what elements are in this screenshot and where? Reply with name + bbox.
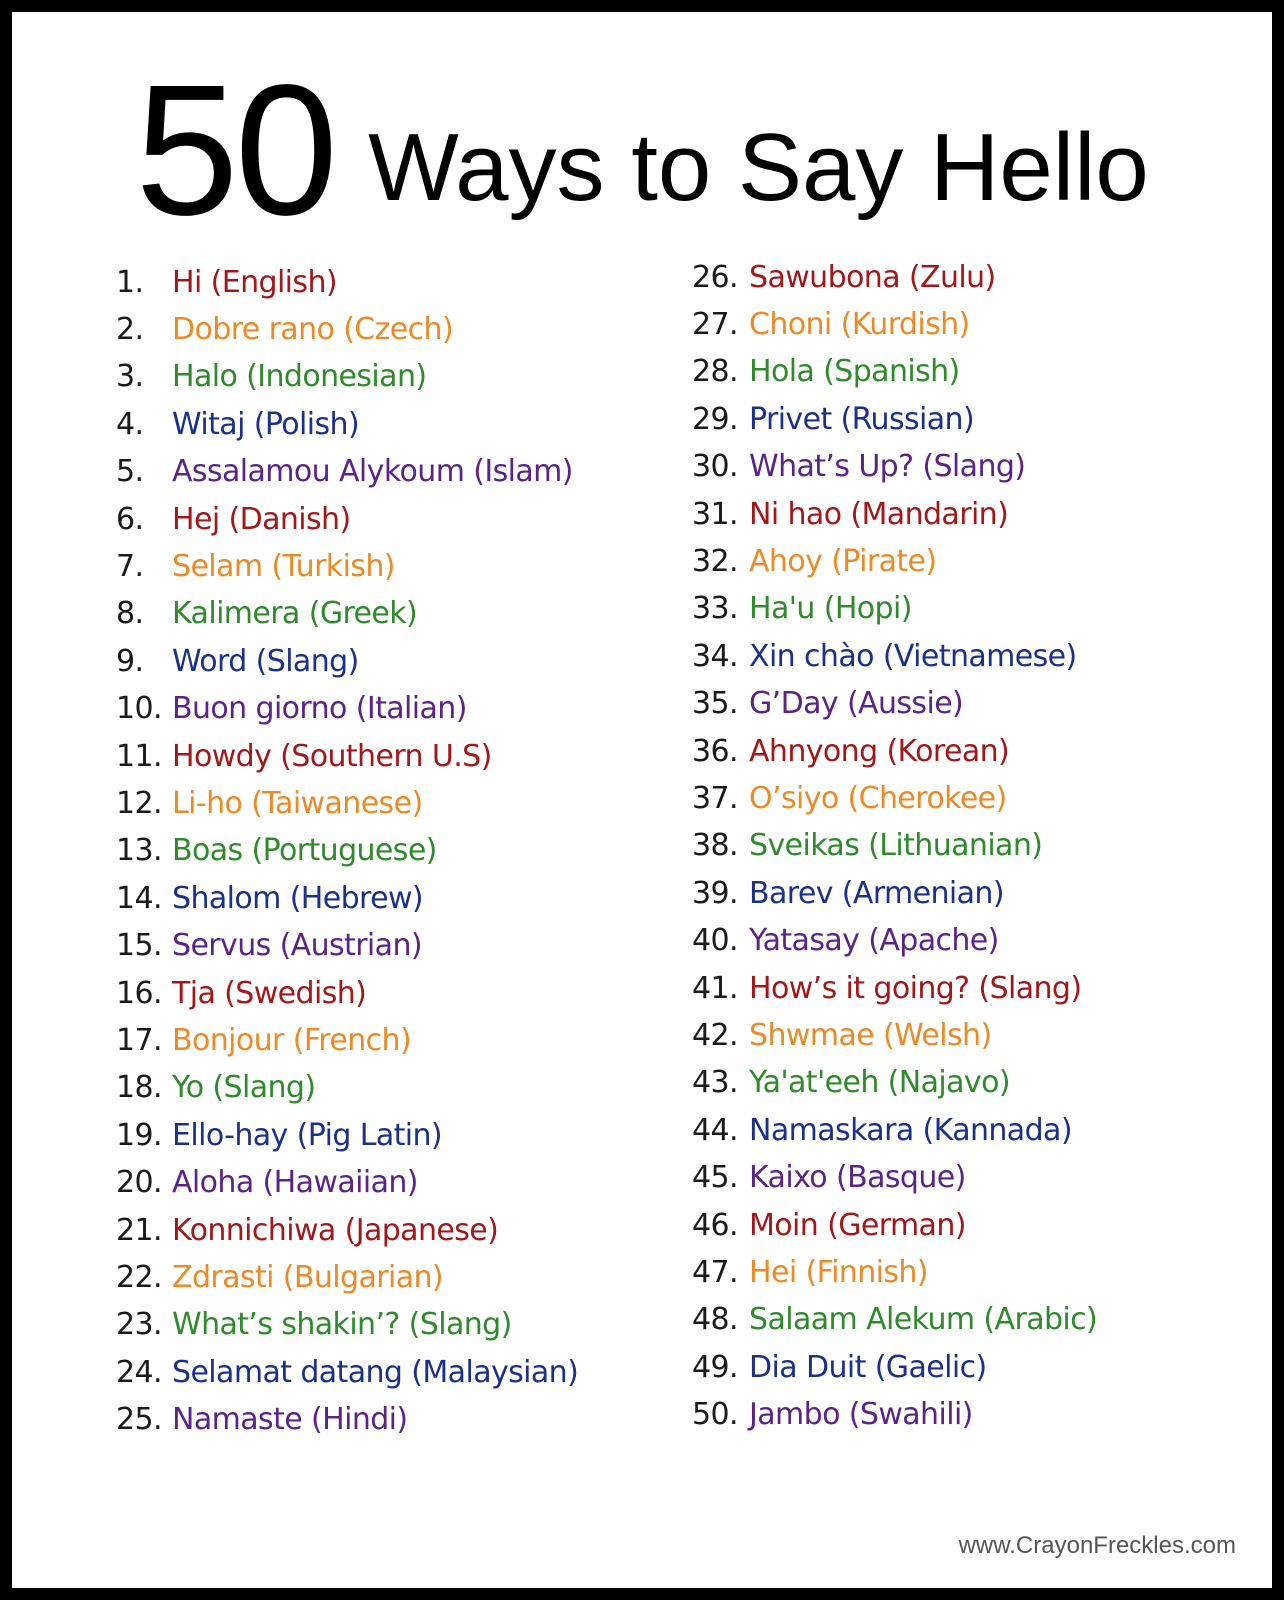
greeting-text: Bonjour (French) bbox=[172, 1022, 412, 1058]
greeting-item bbox=[692, 1248, 928, 1296]
greeting-item bbox=[692, 869, 1004, 917]
greeting-text: Howdy (Southern U.S) bbox=[172, 738, 492, 774]
greeting-number: 25. bbox=[116, 1402, 162, 1438]
greeting-item bbox=[692, 443, 1025, 491]
greeting-item bbox=[692, 537, 937, 585]
greeting-number: 38. bbox=[692, 828, 738, 864]
greeting-text: Word (Slang) bbox=[172, 643, 359, 679]
greeting-number: 2. bbox=[116, 311, 144, 347]
greeting-number: 36. bbox=[692, 733, 738, 769]
greeting-text: Sawubona (Zulu) bbox=[749, 259, 996, 295]
greeting-number: 30. bbox=[692, 449, 738, 485]
greeting-item bbox=[116, 305, 453, 353]
greeting-text: Konnichiwa (Japanese) bbox=[172, 1212, 499, 1248]
greeting-number: 27. bbox=[692, 306, 738, 342]
greeting-text: Tja (Swedish) bbox=[172, 975, 367, 1011]
greeting-item bbox=[116, 637, 359, 685]
greeting-item bbox=[692, 1106, 1072, 1154]
greeting-number: 34. bbox=[692, 638, 738, 674]
greeting-number: 48. bbox=[692, 1302, 738, 1338]
greeting-number: 42. bbox=[692, 1017, 738, 1053]
greeting-number: 19. bbox=[116, 1117, 162, 1153]
greeting-number: 31. bbox=[692, 496, 738, 532]
greeting-text: Ni hao (Mandarin) bbox=[749, 496, 1009, 532]
greeting-item bbox=[692, 727, 1009, 775]
greeting-number: 46. bbox=[692, 1207, 738, 1243]
greeting-number: 33. bbox=[692, 591, 738, 627]
greeting-text: How’s it going? (Slang) bbox=[749, 970, 1082, 1006]
greeting-number: 23. bbox=[116, 1307, 162, 1343]
website-watermark: www.CrayonFreckles.com bbox=[958, 1532, 1236, 1559]
greeting-number: 9. bbox=[116, 643, 144, 679]
greeting-item bbox=[116, 922, 422, 970]
greeting-item bbox=[692, 490, 1008, 538]
greeting-item bbox=[692, 253, 996, 301]
greeting-number: 16. bbox=[116, 975, 162, 1011]
greeting-number: 49. bbox=[692, 1349, 738, 1385]
greeting-text: Halo (Indonesian) bbox=[172, 359, 427, 395]
title-text: Ways to Say Hello bbox=[368, 114, 1149, 221]
greeting-number: 12. bbox=[116, 785, 162, 821]
greeting-text: Hei (Finnish) bbox=[749, 1254, 928, 1290]
greeting-number: 20. bbox=[116, 1165, 162, 1201]
greeting-item bbox=[116, 1253, 443, 1301]
greeting-text: Ya'at'eeh (Najavo) bbox=[749, 1065, 1010, 1101]
greeting-text: Xin chào (Vietnamese) bbox=[749, 638, 1077, 674]
title-number: 50 bbox=[135, 47, 335, 254]
greeting-number: 28. bbox=[692, 354, 738, 390]
greeting-item bbox=[116, 495, 351, 543]
page-title bbox=[12, 47, 1272, 254]
greeting-text: Boas (Portuguese) bbox=[172, 833, 437, 869]
greeting-item bbox=[116, 1348, 578, 1396]
greeting-number: 50. bbox=[692, 1397, 738, 1433]
greeting-item bbox=[116, 874, 423, 922]
greeting-item bbox=[116, 685, 467, 733]
greeting-text: Ello-hay (Pig Latin) bbox=[172, 1117, 443, 1153]
greeting-number: 22. bbox=[116, 1259, 162, 1295]
greeting-item bbox=[692, 822, 1042, 870]
greeting-number: 10. bbox=[116, 691, 162, 727]
greeting-number: 24. bbox=[116, 1354, 162, 1390]
greeting-text: Shwmae (Welsh) bbox=[749, 1017, 992, 1053]
greeting-number: 7. bbox=[116, 548, 144, 584]
greeting-number: 44. bbox=[692, 1112, 738, 1148]
greeting-item bbox=[116, 1064, 315, 1112]
greeting-text: Witaj (Polish) bbox=[172, 406, 360, 442]
greeting-text: Servus (Austrian) bbox=[172, 928, 422, 964]
greeting-item bbox=[116, 1159, 418, 1207]
greeting-item bbox=[116, 779, 423, 827]
greeting-item bbox=[116, 969, 366, 1017]
greeting-text: What’s Up? (Slang) bbox=[749, 449, 1026, 485]
greeting-text: G’Day (Aussie) bbox=[749, 686, 964, 722]
greeting-item bbox=[692, 300, 970, 348]
greeting-text: Namaskara (Kannada) bbox=[749, 1112, 1072, 1148]
greeting-text: Ahoy (Pirate) bbox=[749, 543, 937, 579]
greeting-number: 32. bbox=[692, 543, 738, 579]
greeting-item bbox=[692, 348, 960, 396]
greeting-text: Jambo (Swahili) bbox=[749, 1397, 973, 1433]
greeting-number: 15. bbox=[116, 928, 162, 964]
greeting-text: Hola (Spanish) bbox=[749, 354, 960, 390]
greeting-item bbox=[692, 1011, 992, 1059]
greeting-text: Barev (Armenian) bbox=[749, 875, 1004, 911]
greeting-item bbox=[692, 964, 1081, 1012]
greeting-number: 39. bbox=[692, 875, 738, 911]
greeting-text: Yo (Slang) bbox=[172, 1070, 316, 1106]
greeting-number: 35. bbox=[692, 686, 738, 722]
greeting-text: Li-ho (Taiwanese) bbox=[172, 785, 423, 821]
greeting-item bbox=[692, 632, 1077, 680]
greeting-item bbox=[116, 400, 359, 448]
greeting-number: 21. bbox=[116, 1212, 162, 1248]
greeting-text: Kaixo (Basque) bbox=[749, 1160, 966, 1196]
greeting-number: 11. bbox=[116, 738, 162, 774]
greeting-item bbox=[116, 1301, 512, 1349]
greeting-item bbox=[116, 542, 395, 590]
greeting-item bbox=[116, 1111, 442, 1159]
greeting-text: Hi (English) bbox=[172, 264, 337, 300]
greeting-number: 18. bbox=[116, 1070, 162, 1106]
greeting-number: 37. bbox=[692, 780, 738, 816]
greeting-number: 8. bbox=[116, 596, 144, 632]
greeting-item bbox=[692, 1201, 966, 1249]
greeting-item bbox=[116, 258, 337, 306]
greeting-number: 14. bbox=[116, 880, 162, 916]
greeting-text: Salaam Alekum (Arabic) bbox=[749, 1302, 1098, 1338]
greeting-number: 13. bbox=[116, 833, 162, 869]
greeting-item bbox=[692, 774, 1007, 822]
greeting-text: Selam (Turkish) bbox=[172, 548, 395, 584]
greeting-number: 41. bbox=[692, 970, 738, 1006]
greeting-text: Ahnyong (Korean) bbox=[749, 733, 1010, 769]
greeting-item bbox=[692, 680, 963, 728]
greeting-item bbox=[116, 1016, 411, 1064]
greeting-number: 1. bbox=[116, 264, 144, 300]
greeting-text: Aloha (Hawaiian) bbox=[172, 1165, 418, 1201]
greeting-item bbox=[116, 1206, 498, 1254]
greeting-text: Choni (Kurdish) bbox=[749, 306, 970, 342]
greeting-text: O’siyo (Cherokee) bbox=[749, 780, 1007, 816]
greeting-item bbox=[692, 1154, 966, 1202]
greeting-text: Dobre rano (Czech) bbox=[172, 311, 454, 347]
greeting-text: Privet (Russian) bbox=[749, 401, 975, 437]
greeting-item bbox=[116, 448, 573, 496]
greeting-text: Shalom (Hebrew) bbox=[172, 880, 424, 916]
greeting-item bbox=[692, 1391, 973, 1439]
greeting-item bbox=[692, 1059, 1010, 1107]
greeting-number: 26. bbox=[692, 259, 738, 295]
greeting-text: Namaste (Hindi) bbox=[172, 1402, 408, 1438]
greeting-item bbox=[116, 353, 426, 401]
greeting-number: 40. bbox=[692, 923, 738, 959]
greeting-number: 5. bbox=[116, 454, 144, 490]
greeting-number: 6. bbox=[116, 501, 144, 537]
greeting-text: Ha'u (Hopi) bbox=[749, 591, 912, 627]
greeting-item bbox=[692, 917, 999, 965]
greeting-number: 47. bbox=[692, 1254, 738, 1290]
greeting-item bbox=[692, 1343, 987, 1391]
greeting-number: 45. bbox=[692, 1160, 738, 1196]
greeting-item bbox=[116, 1396, 408, 1444]
greeting-text: Moin (German) bbox=[749, 1207, 966, 1243]
greeting-item bbox=[692, 1296, 1097, 1344]
greeting-number: 3. bbox=[116, 359, 144, 395]
greeting-item bbox=[116, 827, 437, 875]
greeting-text: Zdrasti (Bulgarian) bbox=[172, 1259, 444, 1295]
greeting-number: 4. bbox=[116, 406, 144, 442]
greeting-text: Yatasay (Apache) bbox=[749, 923, 999, 959]
greeting-text: Dia Duit (Gaelic) bbox=[749, 1349, 987, 1385]
greeting-text: Sveikas (Lithuanian) bbox=[749, 828, 1043, 864]
greeting-item bbox=[692, 585, 912, 633]
greeting-text: What’s shakin’? (Slang) bbox=[172, 1307, 512, 1343]
greeting-item bbox=[116, 590, 417, 638]
greeting-text: Assalamou Alykoum (Islam) bbox=[172, 454, 573, 490]
greeting-item bbox=[116, 732, 492, 780]
greeting-text: Kalimera (Greek) bbox=[172, 596, 418, 632]
greeting-number: 29. bbox=[692, 401, 738, 437]
greeting-text: Hej (Danish) bbox=[172, 501, 351, 537]
greeting-item bbox=[692, 395, 974, 443]
greeting-number: 17. bbox=[116, 1022, 162, 1058]
greeting-number: 43. bbox=[692, 1065, 738, 1101]
greeting-text: Selamat datang (Malaysian) bbox=[172, 1354, 579, 1390]
greeting-text: Buon giorno (Italian) bbox=[172, 691, 467, 727]
